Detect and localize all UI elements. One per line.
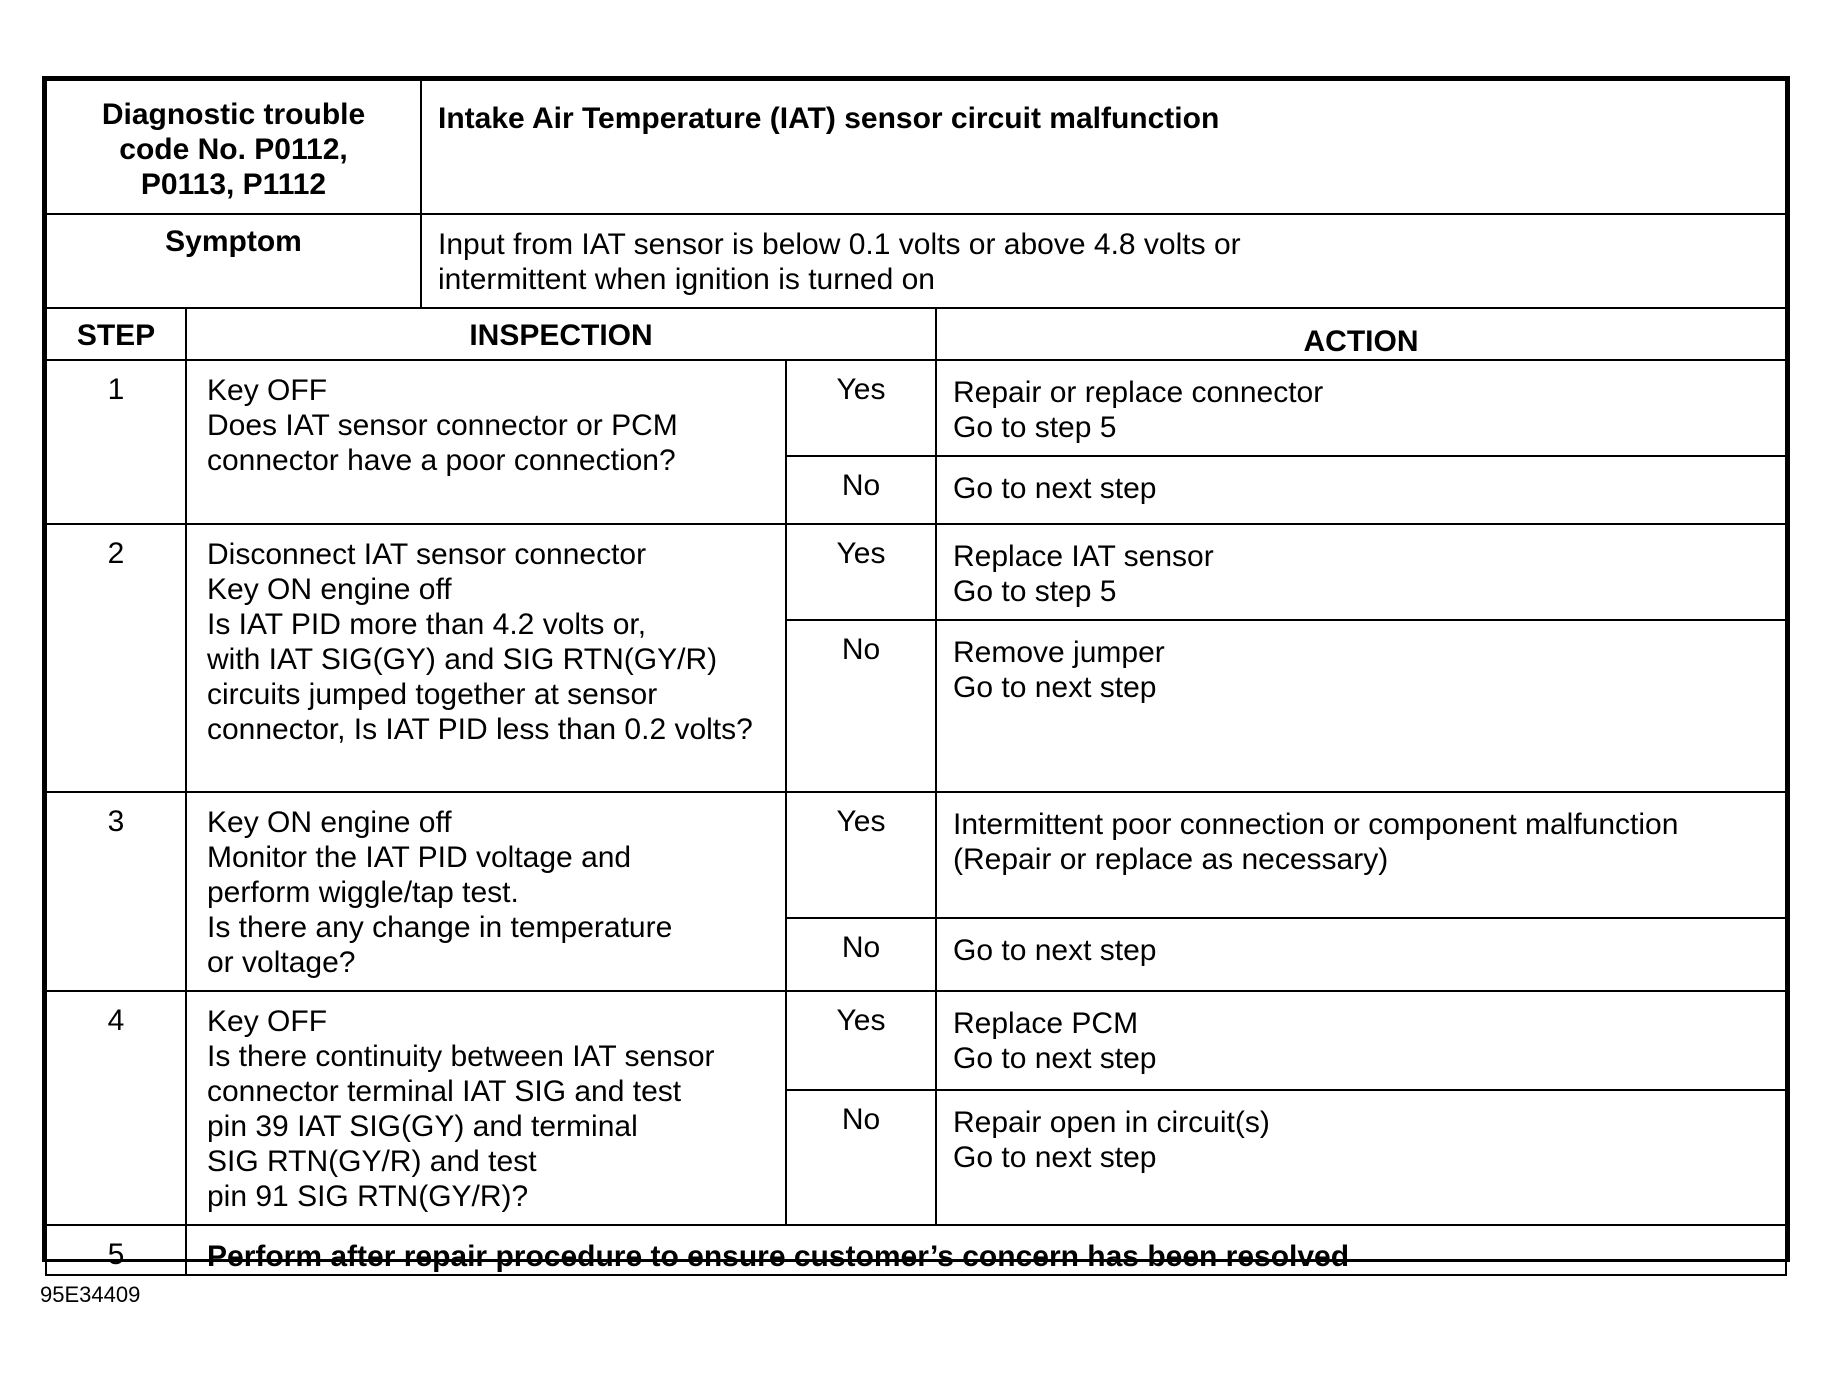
inspection-line: connector terminal IAT SIG and test — [207, 1075, 682, 1108]
inspection-cell — [186, 991, 786, 1225]
action-column-header: ACTION — [936, 308, 1786, 360]
symptom-line: intermittent when ignition is turned on — [438, 263, 935, 296]
yes-label: Yes — [786, 792, 936, 918]
inspection-line: Disconnect IAT sensor connector — [207, 538, 647, 571]
step-row — [46, 792, 1786, 918]
final-step-row — [46, 1225, 1786, 1275]
action-line: Go to next step — [953, 472, 1157, 505]
no-label: No — [786, 918, 936, 991]
header-row — [46, 80, 1786, 214]
diagnostic-table — [45, 79, 1787, 1276]
inspection-line: pin 91 SIG RTN(GY/R)? — [207, 1180, 529, 1213]
no-action — [936, 456, 1786, 524]
action-line: Intermittent poor connection or component malfunction — [953, 808, 1679, 841]
inspection-line: Is there continuity between IAT sensor — [207, 1040, 715, 1073]
inspection-line: Key ON engine off — [207, 573, 452, 606]
figure-id: 95E34409 — [40, 1282, 141, 1307]
inspection-line: Is IAT PID more than 4.2 volts or, — [207, 608, 647, 641]
step-number: 1 — [46, 360, 186, 524]
action-line: (Repair or replace as necessary) — [953, 843, 1389, 876]
inspection-line: circuits jumped together at sensor — [207, 678, 658, 711]
trouble-code-cell — [46, 80, 421, 214]
yes-label: Yes — [786, 360, 936, 456]
step-number: 2 — [46, 524, 186, 792]
trouble-code-line: code No. P0112, — [119, 133, 348, 166]
inspection-line: Monitor the IAT PID voltage and — [207, 841, 632, 874]
diagnostic-table-frame — [42, 76, 1790, 1273]
action-line: Remove jumper — [953, 636, 1165, 669]
no-label: No — [786, 620, 936, 792]
action-line: Repair open in circuit(s) — [953, 1105, 1270, 1139]
action-line: Go to next step — [953, 1042, 1157, 1075]
yes-action — [936, 792, 1786, 918]
trouble-code-line: P0113, P1112 — [140, 168, 327, 201]
inspection-cell — [186, 524, 786, 792]
yes-label: Yes — [786, 524, 936, 620]
yes-action — [936, 991, 1786, 1090]
symptom-row — [46, 214, 1786, 308]
action-line: Go to next step — [953, 1140, 1157, 1174]
action-line: Go to step 5 — [953, 575, 1117, 608]
inspection-line: or voltage? — [207, 946, 356, 979]
action-line: Go to next step — [953, 671, 1157, 704]
action-line: Replace IAT sensor — [953, 540, 1214, 573]
inspection-line: Key OFF — [207, 1005, 328, 1038]
inspection-line: Does IAT sensor connector or PCM — [207, 409, 678, 442]
action-line: Repair or replace connector — [953, 376, 1324, 409]
inspection-line: connector have a poor connection? — [207, 444, 676, 477]
symptom-label: Symptom — [46, 214, 421, 308]
inspection-line: pin 39 IAT SIG(GY) and terminal — [207, 1110, 638, 1143]
inspection-line: Is there any change in temperature — [207, 911, 673, 944]
trouble-code-line: Diagnostic trouble — [101, 98, 366, 131]
column-header-row — [46, 308, 1786, 360]
no-action — [936, 1090, 1786, 1225]
action-line: Go to next step — [953, 933, 1157, 967]
action-line: Replace PCM — [953, 1007, 1139, 1040]
final-step-text: Perform after repair procedure to ensure customer’s concern has been resolved — [186, 1225, 1786, 1275]
no-action — [936, 620, 1786, 792]
inspection-column-header: INSPECTION — [186, 308, 936, 360]
step-number: 3 — [46, 792, 186, 991]
yes-action — [936, 360, 1786, 456]
symptom-text — [421, 214, 1786, 308]
inspection-line: SIG RTN(GY/R) and test — [207, 1145, 537, 1178]
step-row — [46, 524, 1786, 620]
inspection-cell — [186, 360, 786, 524]
inspection-line: perform wiggle/tap test. — [207, 876, 519, 909]
step-number: 4 — [46, 991, 186, 1225]
yes-action — [936, 524, 1786, 620]
inspection-line: Key OFF — [207, 374, 328, 407]
yes-label: Yes — [786, 991, 936, 1090]
inspection-line: with IAT SIG(GY) and SIG RTN(GY/R) — [207, 643, 718, 676]
step-row — [46, 360, 1786, 456]
action-line: Go to step 5 — [953, 411, 1117, 444]
no-label: No — [786, 456, 936, 524]
step-number: 5 — [46, 1225, 186, 1275]
inspection-line: connector, Is IAT PID less than 0.2 volts? — [207, 713, 753, 746]
symptom-line: Input from IAT sensor is below 0.1 volts or above 4.8 volts or — [438, 228, 1241, 261]
inspection-line: Key ON engine off — [207, 806, 452, 839]
inspection-cell — [186, 792, 786, 991]
dtc-title: Intake Air Temperature (IAT) sensor circuit malfunction — [421, 80, 1786, 214]
no-action — [936, 918, 1786, 991]
no-label: No — [786, 1090, 936, 1225]
step-row — [46, 991, 1786, 1090]
step-column-header: STEP — [46, 308, 186, 360]
